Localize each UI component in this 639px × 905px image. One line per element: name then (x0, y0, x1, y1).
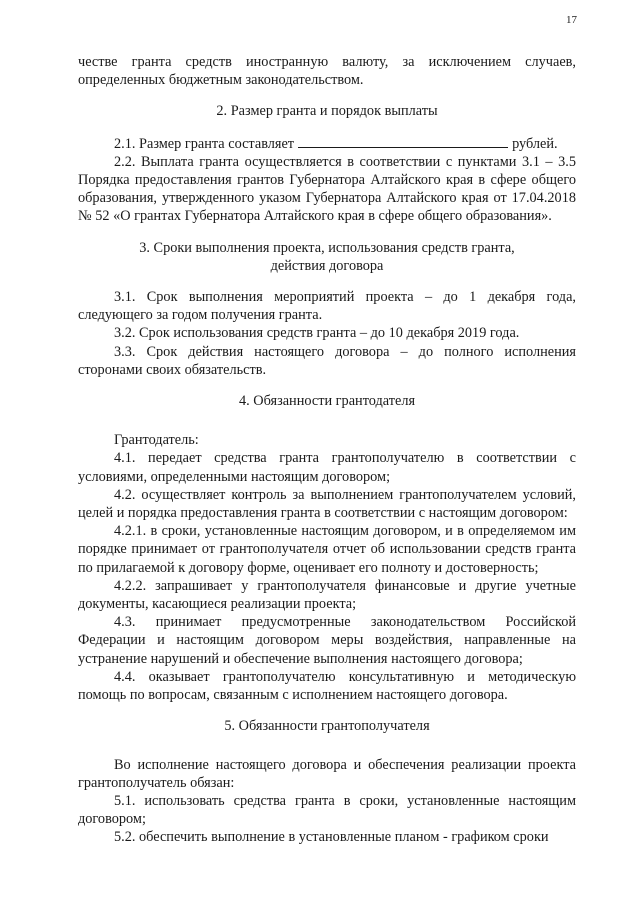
paragraph-4-2-2: 4.2.2. запрашивает у грантополучателя финансовые и другие учетные документы, касающиеся реализации проекта; (78, 577, 576, 613)
paragraph-5-2: 5.2. обеспечить выполнение в установленные планом - графиком сроки (114, 829, 549, 846)
document-body (78, 53, 576, 847)
paragraph-3-1: 3.1. Срок выполнения мероприятий проекта – до 1 декабря года, следующего за годом получения гранта. (78, 289, 576, 324)
paragraph-4-4: 4.4. оказывает грантополучателю консультативную и методическую помощь по вопросам, связанным с исполнением настоящего договора. (78, 668, 576, 704)
paragraph-4-3: 4.3. принимает предусмотренные законодательством Российской Федерации и настоящим договором меры воздействия, направленные на устранение нарушений и обеспечение выполнения настоящего договора; (78, 614, 576, 667)
paragraph-continuation: честве гранта средств иностранную валюту, за исключением случаев, определенных бюджетным законодательством. (78, 54, 576, 89)
section-heading-4: 4. Обязанности грантодателя (238, 393, 416, 410)
paragraph-5-1: 5.1. использовать средства гранта в сроки, установленные настоящим договором; (78, 792, 576, 828)
paragraph-5-intro: Во исполнение настоящего договора и обеспечения реализации проекта грантополучатель обязан: (78, 756, 576, 791)
section-heading-5: 5. Обязанности грантополучателя (224, 718, 430, 735)
paragraph-4-2-1: 4.2.1. в сроки, установленные настоящим договором, и в определяемом им порядке принимает от грантополучателя отчет об использовании средств гранта по прилагаемой к договору форме, оценивает его полноту и достоверность; (78, 523, 576, 576)
section-heading-3-line2: действия договора (270, 257, 384, 274)
section-heading-2: 2. Размер гранта и порядок выплаты (216, 103, 438, 120)
grant-amount-blank (298, 134, 508, 148)
paragraph-2-1 (78, 134, 576, 153)
currency-label: рублей. (512, 135, 558, 152)
paragraph-4-1: 4.1. передает средства гранта грантополучателю в соответствии с условиями, определенными настоящим договором; (78, 450, 576, 485)
page-number: 17 (566, 14, 577, 26)
paragraph-3-2: 3.2. Срок использования средств гранта – до 10 декабря 2019 года. (114, 325, 520, 342)
paragraph-4-intro: Грантодатель: (114, 432, 199, 449)
paragraph-3-3: 3.3. Срок действия настоящего договора – до полного исполнения сторонами своих обязательств. (78, 343, 576, 378)
paragraph-4-2: 4.2. осуществляет контроль за выполнением грантополучателем условий, целей и порядка предоставления гранта в соответствии с настоящим договором: (78, 486, 576, 522)
section-heading-3 (78, 239, 576, 275)
paragraph-2-2: 2.2. Выплата гранта осуществляется в соответствии с пунктами 3.1 – 3.5 Порядка предоставления грантов Губернатора Алтайского края в сфере общего образования, утвержденного указом Губернатора Алтайского края от 17.04.2018 № 52 «О грантах Губернатора Алтайского края в сфере общего образования». (78, 153, 576, 225)
grant-amount-label: 2.1. Размер гранта составляет (114, 135, 295, 152)
section-heading-3-line1: 3. Сроки выполнения проекта, использования средств гранта, (139, 239, 515, 256)
